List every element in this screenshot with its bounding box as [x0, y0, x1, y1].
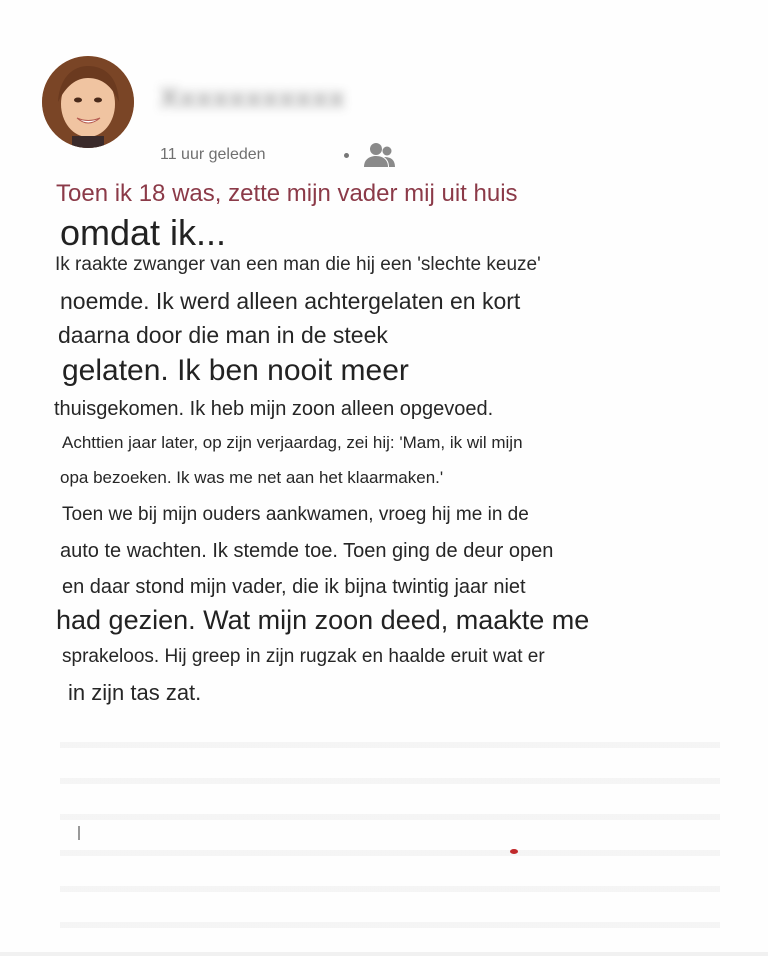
- faded-background-text: [60, 720, 720, 930]
- post-text-line: thuisgekomen. Ik heb mijn zoon alleen opgevoed.: [54, 398, 494, 420]
- stray-mark: [78, 826, 80, 840]
- post-timestamp[interactable]: 11 uur geleden: [160, 146, 266, 163]
- avatar-photo: [42, 56, 134, 148]
- group-icon-graphic: [362, 140, 398, 170]
- post-text-line: Toen we bij mijn ouders aankwamen, vroeg hij me in de: [62, 504, 529, 525]
- username-blurred[interactable]: Xxxxxxxxxxx: [160, 82, 346, 113]
- post-text-line: gelaten. Ik ben nooit meer: [62, 354, 409, 387]
- post-text-line: had gezien. Wat mijn zoon deed, maakte me: [56, 605, 590, 635]
- post-headline: Toen ik 18 was, zette mijn vader mij uit huis: [56, 180, 518, 207]
- separator-dot: [344, 153, 349, 158]
- post-text-line: opa bezoeken. Ik was me net aan het klaarmaken.': [60, 468, 444, 487]
- post-text-line: auto te wachten. Ik stemde toe. Toen ging de deur open: [60, 540, 554, 562]
- post-text-line: daarna door die man in de steek: [58, 322, 388, 348]
- bottom-edge: [0, 952, 768, 956]
- post-text-line: en daar stond mijn vader, die ik bijna twintig jaar niet: [62, 576, 526, 598]
- post-text-line: Ik raakte zwanger van een man die hij een 'slechte keuze': [55, 254, 541, 275]
- post-text-line: omdat ik...: [60, 212, 227, 253]
- profile-avatar[interactable]: [42, 56, 134, 148]
- post-text-line: sprakeloos. Hij greep in zijn rugzak en haalde eruit wat er: [62, 646, 545, 667]
- red-dot-mark: [510, 849, 518, 854]
- post-text-line: noemde. Ik werd alleen achtergelaten en kort: [60, 288, 521, 314]
- group-icon[interactable]: [362, 140, 398, 170]
- post-text-line: in zijn tas zat.: [68, 680, 202, 705]
- post-text-line: Achttien jaar later, op zijn verjaardag, zei hij: 'Mam, ik wil mijn: [62, 433, 523, 452]
